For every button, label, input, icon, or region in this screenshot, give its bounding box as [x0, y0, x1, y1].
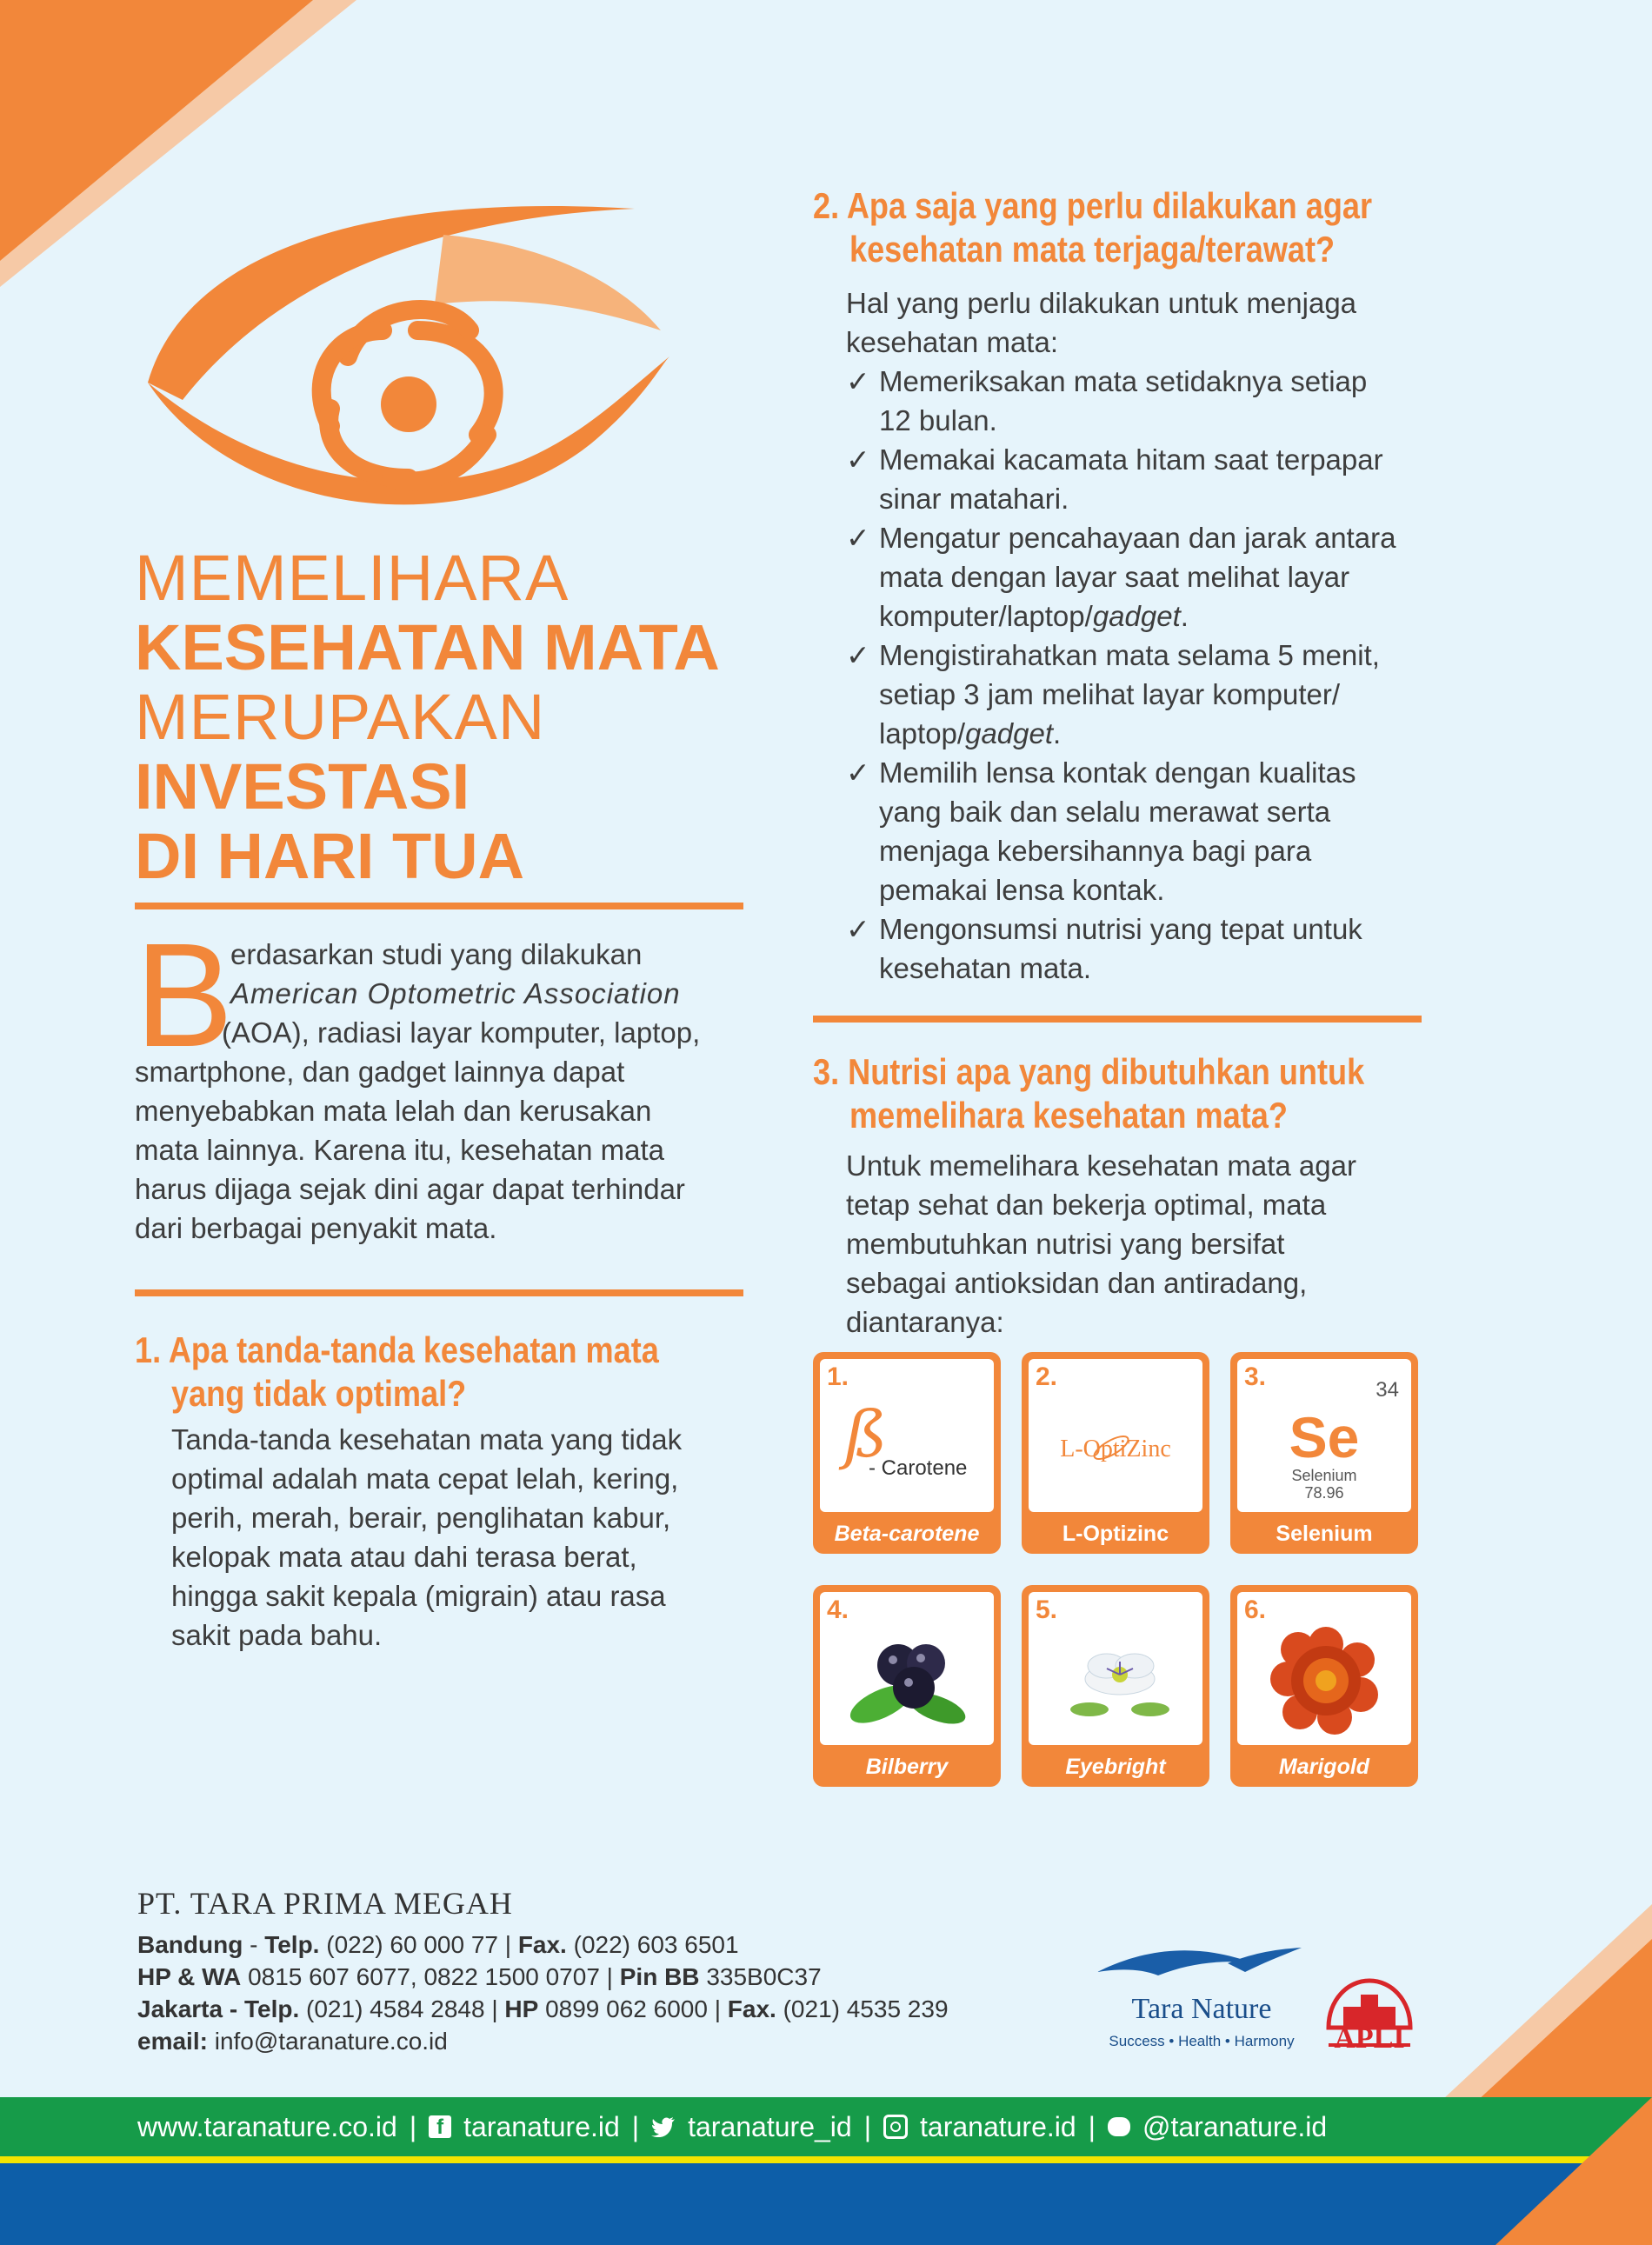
section-1-line: optimal adalah mata cepat lelah, kering, — [171, 1462, 679, 1495]
section-1-title-line-1: 1. Apa tanda-tanda kesehatan mata — [135, 1329, 659, 1370]
section-2-intro-line: kesehatan mata: — [846, 326, 1058, 358]
card-label: Bilberry — [865, 1755, 949, 1779]
check-icon: ✓ — [846, 522, 870, 554]
twitter-link[interactable]: taranature_id — [688, 2110, 852, 2142]
company-contacts — [137, 1929, 1007, 2057]
beta-symbol-icon: ß — [844, 1397, 888, 1472]
section-2-title-line-2: kesehatan mata terjaga/terawat? — [849, 229, 1336, 270]
section-2-intro-line: Hal yang perlu dilakukan untuk menjaga — [846, 287, 1357, 319]
section-3-title-line-1: 3. Nutrisi apa yang dibutuhkan untuk — [813, 1051, 1365, 1092]
orbit-icon — [1089, 1430, 1133, 1465]
section-2 — [813, 184, 1463, 271]
l-optizinc-logo-text: L-OptiZinc — [1060, 1436, 1171, 1462]
section-1-line: sakit pada bahu. — [171, 1619, 383, 1651]
company-name: PT. TARA PRIMA MEGAH — [137, 1886, 513, 1921]
jakarta-contact: Jakarta - Telp. (021) 4584 2848 | HP 0899 062 6000 | Fax. (021) 4535 239 — [137, 1995, 949, 2022]
nutrient-card-l-optizinc: 2. L-OptiZinc L-Optizinc — [1022, 1352, 1209, 1554]
nutrient-card-bilberry: 4. Bilberry — [813, 1585, 1001, 1787]
section-3-line: tetap sehat dan bekerja optimal, mata — [846, 1189, 1327, 1221]
checklist-item: ✓ Mengistirahatkan mata selama 5 menit, setiap 3 jam melihat layar komputer/ laptop/gadget. — [846, 636, 1420, 753]
facebook-link[interactable]: taranature.id — [463, 2110, 620, 2142]
dropcap: B — [135, 913, 234, 1078]
card-label: Beta-carotene — [834, 1522, 980, 1546]
check-icon: ✓ — [846, 913, 870, 945]
eyebright-flower-icon — [1055, 1627, 1185, 1740]
element-number: 34 — [1376, 1378, 1399, 1402]
element-symbol: Se — [1289, 1405, 1360, 1469]
section-2-title-line-1: 2. Apa saja yang perlu dilakukan agar — [813, 185, 1373, 226]
bilberry-icon — [846, 1630, 976, 1735]
brand-name: Tara Nature — [1131, 1993, 1272, 2025]
instagram-icon — [883, 2115, 908, 2139]
element-mass: 78.96 — [1304, 1484, 1344, 1502]
checklist-item: ✓ Memakai kacamata hitam saat terpapar sinar matahari. — [846, 440, 1420, 518]
card-label: Marigold — [1278, 1755, 1370, 1779]
instagram-link[interactable]: taranature.id — [920, 2110, 1076, 2142]
divider — [135, 903, 743, 909]
check-icon: ✓ — [846, 365, 870, 397]
intro-line-1: erdasarkan studi yang dilakukan — [230, 938, 643, 970]
line-app-icon — [1108, 2117, 1130, 2136]
check-icon: ✓ — [846, 756, 870, 789]
bandung-contact: Bandung - Telp. (022) 60 000 77 | Fax. (022) 603 6501 — [137, 1931, 739, 1958]
element-name: Selenium — [1291, 1467, 1357, 1484]
check-icon: ✓ — [846, 443, 870, 476]
nutrient-card-selenium: 3. 34 Se Selenium 78.96 Selenium — [1230, 1352, 1418, 1554]
headline-line-5: DI HARI TUA — [135, 820, 525, 892]
intro-line-8: dari berbagai penyakit mata. — [135, 1212, 497, 1244]
intro-line-6: mata lainnya. Karena itu, kesehatan mata — [135, 1134, 665, 1166]
nutrient-card-beta-carotene: 1. ß - Carotene Beta-carotene — [813, 1352, 1001, 1554]
section-3-line: Untuk memelihara kesehatan mata agar — [846, 1149, 1356, 1182]
section-3-title-line-2: memelihara kesehatan mata? — [849, 1095, 1288, 1136]
intro-line-7: harus dijaga sejak dini agar dapat terhindar — [135, 1173, 685, 1205]
nutrient-card-marigold: 6. Marigold — [1230, 1585, 1418, 1787]
eye-logo-icon — [130, 183, 687, 539]
divider — [135, 1289, 743, 1296]
section-1 — [135, 1329, 744, 1416]
headline-line-4: INVESTASI — [135, 750, 470, 823]
marigold-flower-icon — [1265, 1618, 1387, 1740]
section-3-body — [846, 1146, 1420, 1342]
intro-line-5: menyebabkan mata lelah dan kerusakan — [135, 1095, 652, 1127]
card-label: L-Optizinc — [1062, 1522, 1169, 1546]
section-1-title-line-2: yang tidak optimal? — [171, 1373, 467, 1414]
twitter-icon — [651, 2116, 676, 2137]
intro-paragraph — [135, 913, 735, 1248]
headline — [135, 543, 720, 891]
apli-logo-text: APLI — [1334, 2022, 1405, 2055]
headline-line-1: MEMELIHARA — [135, 542, 570, 614]
divider — [813, 1016, 1422, 1023]
headline-line-2: KESEHATAN MATA — [135, 611, 720, 683]
website-link[interactable]: www.taranature.co.id — [137, 2110, 397, 2142]
nutrient-card-eyebright: 5. Eyebright — [1022, 1585, 1209, 1787]
section-1-line: hingga sakit kepala (migrain) atau rasa — [171, 1580, 666, 1612]
email-contact[interactable]: email: info@taranature.co.id — [137, 2028, 448, 2055]
section-3-line: sebagai antioksidan dan antiradang, — [846, 1267, 1308, 1299]
intro-line-4: smartphone, dan gadget lainnya dapat — [135, 1056, 625, 1088]
checklist-item: ✓ Memeriksakan mata setidaknya setiap 12 bulan. — [846, 362, 1420, 440]
card-label: Eyebright — [1065, 1755, 1166, 1779]
line-link[interactable]: @taranature.id — [1142, 2110, 1328, 2142]
section-3-line: membutuhkan nutrisi yang bersifat — [846, 1228, 1285, 1260]
checklist-item: ✓ Mengonsumsi nutrisi yang tepat untuk kesehatan mata. — [846, 909, 1420, 988]
brand-tagline: Success • Health • Harmony — [1109, 2033, 1295, 2049]
facebook-icon: f — [429, 2115, 451, 2138]
beta-carotene-logo-text: - Carotene — [869, 1456, 968, 1480]
social-links: www.taranature.co.id | f taranature.id | taranature_id | taranature.id | @taranature.id — [137, 2110, 1328, 2142]
card-label: Selenium — [1276, 1522, 1373, 1546]
section-1-line: kelopak mata atau dahi terasa berat, — [171, 1541, 637, 1573]
section-2-intro — [846, 283, 1420, 362]
headline-line-3: MERUPAKAN — [135, 681, 546, 753]
checklist-item: ✓ Memilih lensa kontak dengan kualitas yang baik dan selalu merawat serta menjaga kebersihannya bagi para pemakai lensa kontak. — [846, 753, 1420, 909]
section-1-body — [171, 1420, 743, 1655]
tara-nature-bird-icon — [1097, 1937, 1306, 1989]
check-icon: ✓ — [846, 639, 870, 671]
hp-wa-contact: HP & WA 0815 607 6077, 0822 1500 0707 | Pin BB 335B0C37 — [137, 1963, 822, 1990]
section-1-line: perih, merah, berair, penglihatan kabur, — [171, 1502, 671, 1534]
section-3-line: diantaranya: — [846, 1306, 1004, 1338]
section-2-checklist — [846, 362, 1420, 988]
section-3 — [813, 1050, 1454, 1137]
checklist-item: ✓ Mengatur pencahayaan dan jarak antara mata dengan layar saat melihat layar komputer/laptop/gadget. — [846, 518, 1420, 636]
intro-line-3: (AOA), radiasi layar komputer, laptop, — [222, 1016, 701, 1049]
intro-org-name: American Optometric Association — [230, 977, 681, 1009]
section-1-line: Tanda-tanda kesehatan mata yang tidak — [171, 1423, 683, 1456]
